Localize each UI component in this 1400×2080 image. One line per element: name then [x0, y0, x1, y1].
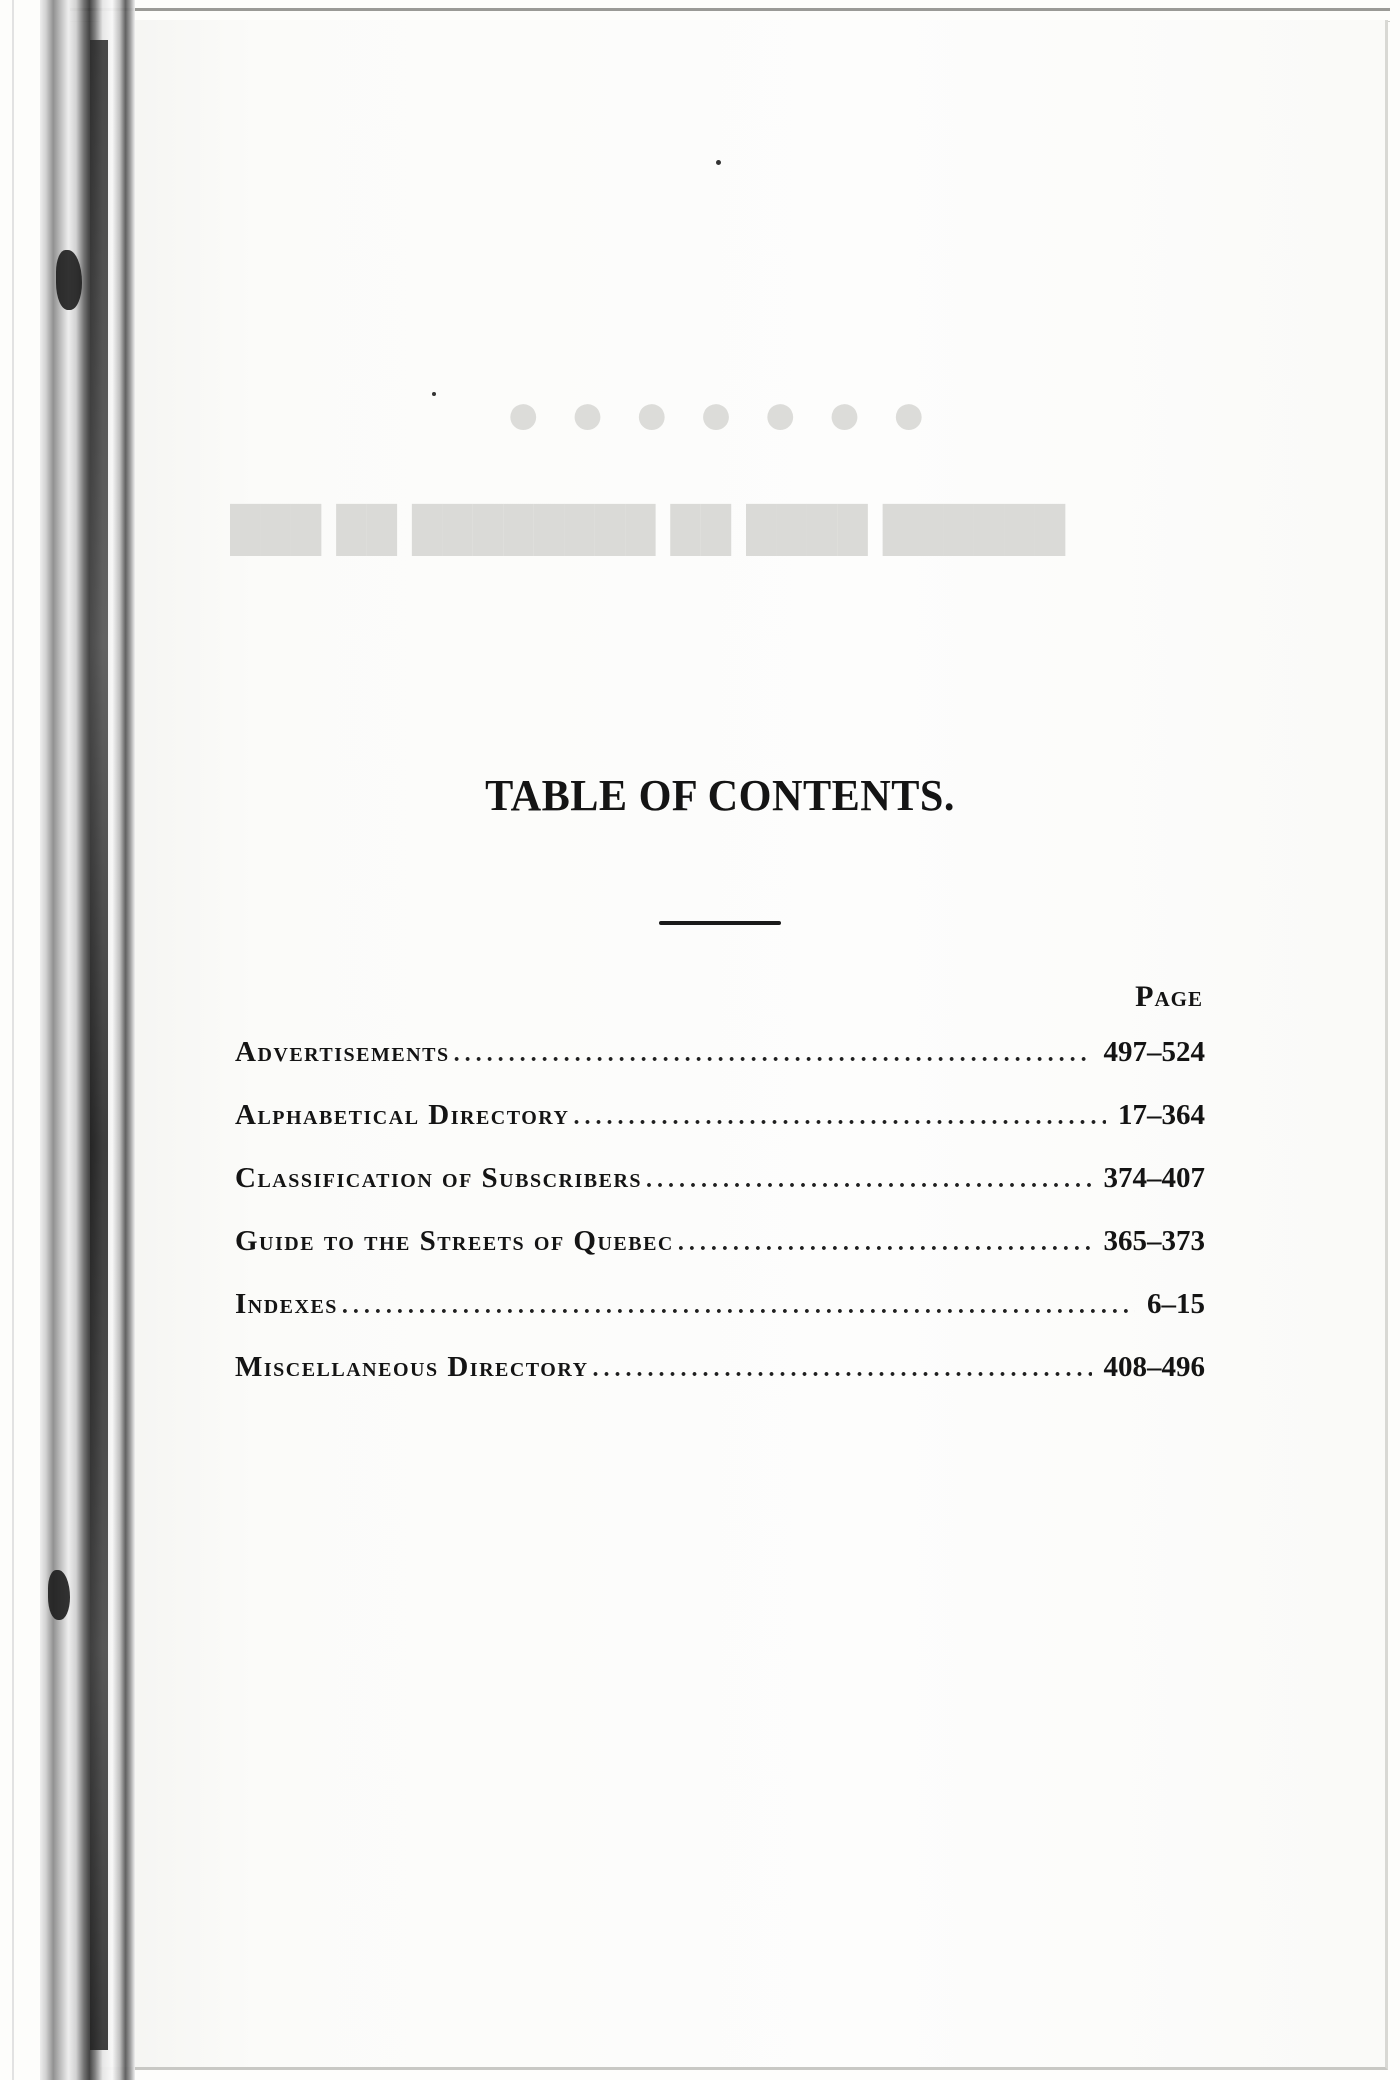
toc-entry-guide-to-streets: [235, 1225, 1205, 1288]
leader-dots: [454, 1041, 1092, 1068]
title-rule: [659, 921, 781, 925]
ink-speck: [432, 392, 436, 396]
toc-entry-pages: 374–407: [1103, 1162, 1205, 1194]
toc-entry-pages: 365–373: [1103, 1225, 1205, 1257]
toc-entry-pages: 6–15: [1147, 1288, 1205, 1320]
toc-entry-label: Advertisements: [235, 1036, 450, 1068]
bleed-through-text: ●●●●●●● ███ ██ ████████ ██ ████ ██████: [230, 381, 1066, 553]
toc-entry-miscellaneous-directory: [235, 1351, 1205, 1414]
toc-entry-label: Miscellaneous Directory: [235, 1351, 589, 1383]
toc-entry-alphabetical-directory: [235, 1099, 1205, 1162]
spine-gutter-shadow: [90, 40, 108, 2050]
table-of-contents: [235, 770, 1205, 1414]
page-title: TABLE OF CONTENTS.: [485, 771, 955, 820]
toc-entry-pages: 497–524: [1103, 1036, 1205, 1068]
ink-speck: [716, 160, 721, 165]
toc-entry-pages: 408–496: [1103, 1351, 1205, 1383]
binding-thread-mark: [48, 1570, 70, 1620]
toc-entry-advertisements: [235, 1036, 1205, 1099]
scan-edge-line: [12, 0, 14, 2080]
leader-dots: [342, 1293, 1135, 1320]
leader-dots: [646, 1167, 1091, 1194]
toc-entry-classification-of-subscribers: [235, 1162, 1205, 1225]
toc-entry-pages: 17–364: [1118, 1099, 1205, 1131]
toc-entry-list: [235, 1036, 1205, 1414]
leader-dots: [593, 1356, 1092, 1383]
book-spine: [40, 0, 135, 2080]
leader-dots: [678, 1230, 1092, 1257]
toc-entry-label: Classification of Subscribers: [235, 1162, 643, 1194]
toc-entry-label: Alphabetical Directory: [235, 1099, 570, 1131]
toc-entry-label: Guide to the Streets of Quebec: [235, 1225, 674, 1257]
page-column-header: Page: [1135, 980, 1203, 1013]
toc-entry-indexes: [235, 1288, 1205, 1351]
toc-entry-label: Indexes: [235, 1288, 338, 1320]
leader-dots: [573, 1104, 1106, 1131]
